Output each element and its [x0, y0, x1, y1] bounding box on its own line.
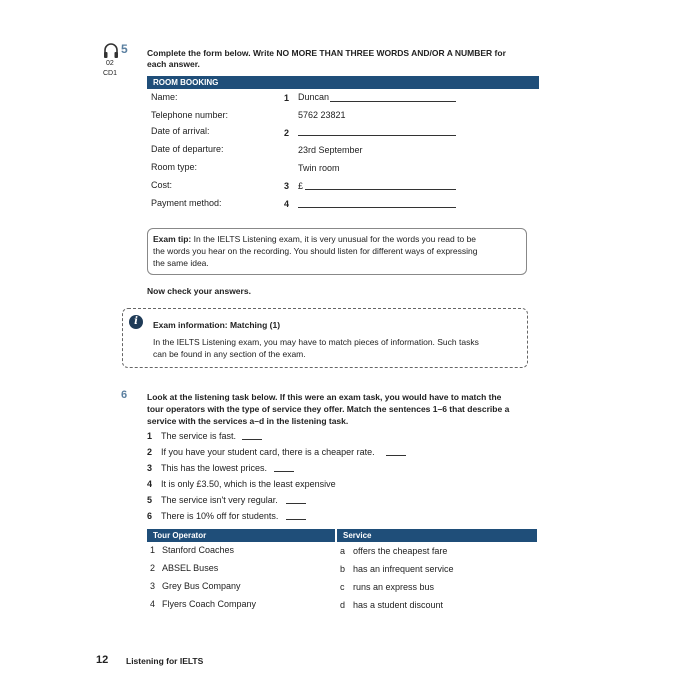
- sentence-text: If you have your student card, there is a cheaper rate.: [161, 447, 375, 457]
- answer-line[interactable]: [242, 439, 262, 440]
- service-letter: c: [340, 582, 345, 592]
- exam-tip-text: In the IELTS Listening exam, it is very unusual for the words you read to be: [193, 234, 477, 244]
- operator-name: ABSEL Buses: [162, 563, 219, 573]
- exam-tip-title: Exam tip:: [153, 234, 192, 244]
- exam-tip-line-2: the words you hear on the recording. You should listen for different ways of expressing: [153, 246, 478, 256]
- answer-line[interactable]: [386, 455, 406, 456]
- sentence-number: 2: [147, 447, 153, 457]
- headphones-icon: [102, 42, 120, 60]
- form-label: Room type:: [151, 162, 198, 172]
- form-value: 5762 23821: [298, 110, 346, 120]
- sentence-text: There is 10% off for students.: [161, 511, 279, 521]
- sentence-text: The service isn't very regular.: [161, 495, 278, 505]
- cd-label: CD1: [103, 70, 118, 77]
- ex6-instruction-line-3: service with the services a–d in the listening task.: [147, 416, 349, 426]
- answer-line[interactable]: [298, 207, 456, 208]
- sentence-text: This has the lowest prices.: [161, 463, 268, 473]
- service-letter: b: [340, 564, 346, 574]
- sentence-number: 5: [147, 495, 153, 505]
- operator-number: 2: [150, 563, 156, 573]
- question-number: 3: [284, 181, 290, 191]
- form-value: 23rd September: [298, 145, 363, 155]
- page-number: 12: [96, 654, 109, 666]
- ex6-instruction-line-1: Look at the listening task below. If this were an exam task, you would have to match the: [147, 392, 502, 402]
- form-value: Twin room: [298, 163, 340, 173]
- form-label: Name:: [151, 92, 178, 102]
- ex6-instruction-line-2: tour operators with the type of service they offer. Match the sentences 1–6 that describe a: [147, 404, 510, 414]
- answer-line[interactable]: [305, 189, 456, 190]
- form-value: £: [298, 181, 304, 191]
- exam-tip-line-1: [153, 234, 476, 245]
- sentence-number: 6: [147, 511, 153, 521]
- answer-line[interactable]: [274, 471, 294, 472]
- exam-info-line-2: can be found in any section of the exam.: [153, 349, 306, 359]
- form-label: Payment method:: [151, 198, 222, 208]
- service-letter: a: [340, 546, 346, 556]
- answer-line[interactable]: [286, 503, 306, 504]
- exam-tip-line-3: the same idea.: [153, 258, 209, 268]
- exam-info-line-1: In the IELTS Listening exam, you may have to match pieces of information. Such tasks: [153, 337, 479, 347]
- operator-name: Grey Bus Company: [162, 581, 241, 591]
- sentence-text: The service is fast.: [161, 431, 237, 441]
- check-answers-text: Now check your answers.: [147, 286, 251, 296]
- question-number: 2: [284, 128, 290, 138]
- exercise-number: 6: [121, 389, 128, 401]
- form-label: Date of departure:: [151, 144, 224, 154]
- sentence-number: 4: [147, 479, 153, 489]
- table-header-service: Service: [337, 529, 537, 542]
- exercise-number: 5: [121, 42, 128, 56]
- form-value: Duncan: [298, 92, 330, 102]
- operator-number: 4: [150, 599, 156, 609]
- exam-info-title: Exam information: Matching (1): [153, 320, 281, 330]
- sentence-number: 3: [147, 463, 153, 473]
- service-text: offers the cheapest fare: [353, 546, 448, 556]
- question-number: 4: [284, 199, 290, 209]
- instruction-line-1: Complete the form below. Write NO MORE THAN THREE WORDS AND/OR A NUMBER for: [147, 48, 506, 58]
- track-number: 02: [106, 60, 114, 67]
- service-text: runs an express bus: [353, 582, 435, 592]
- question-number: 1: [284, 93, 290, 103]
- table-header-operator: Tour Operator: [147, 529, 335, 542]
- book-title: Listening for IELTS: [126, 656, 204, 666]
- sentence-text: It is only £3.50, which is the least expensive: [161, 479, 336, 489]
- info-icon: i: [129, 315, 143, 329]
- instruction-line-2: each answer.: [147, 59, 200, 69]
- operator-name: Stanford Coaches: [162, 545, 235, 555]
- sentence-number: 1: [147, 431, 153, 441]
- service-letter: d: [340, 600, 346, 610]
- form-label: Date of arrival:: [151, 126, 210, 136]
- operator-number: 3: [150, 581, 156, 591]
- service-text: has an infrequent service: [353, 564, 454, 574]
- form-header: ROOM BOOKING: [147, 76, 539, 89]
- answer-line[interactable]: [286, 519, 306, 520]
- answer-line[interactable]: [330, 101, 456, 102]
- form-label: Telephone number:: [151, 110, 229, 120]
- operator-number: 1: [150, 545, 156, 555]
- answer-line[interactable]: [298, 135, 456, 136]
- operator-name: Flyers Coach Company: [162, 599, 257, 609]
- form-label: Cost:: [151, 180, 173, 190]
- service-text: has a student discount: [353, 600, 444, 610]
